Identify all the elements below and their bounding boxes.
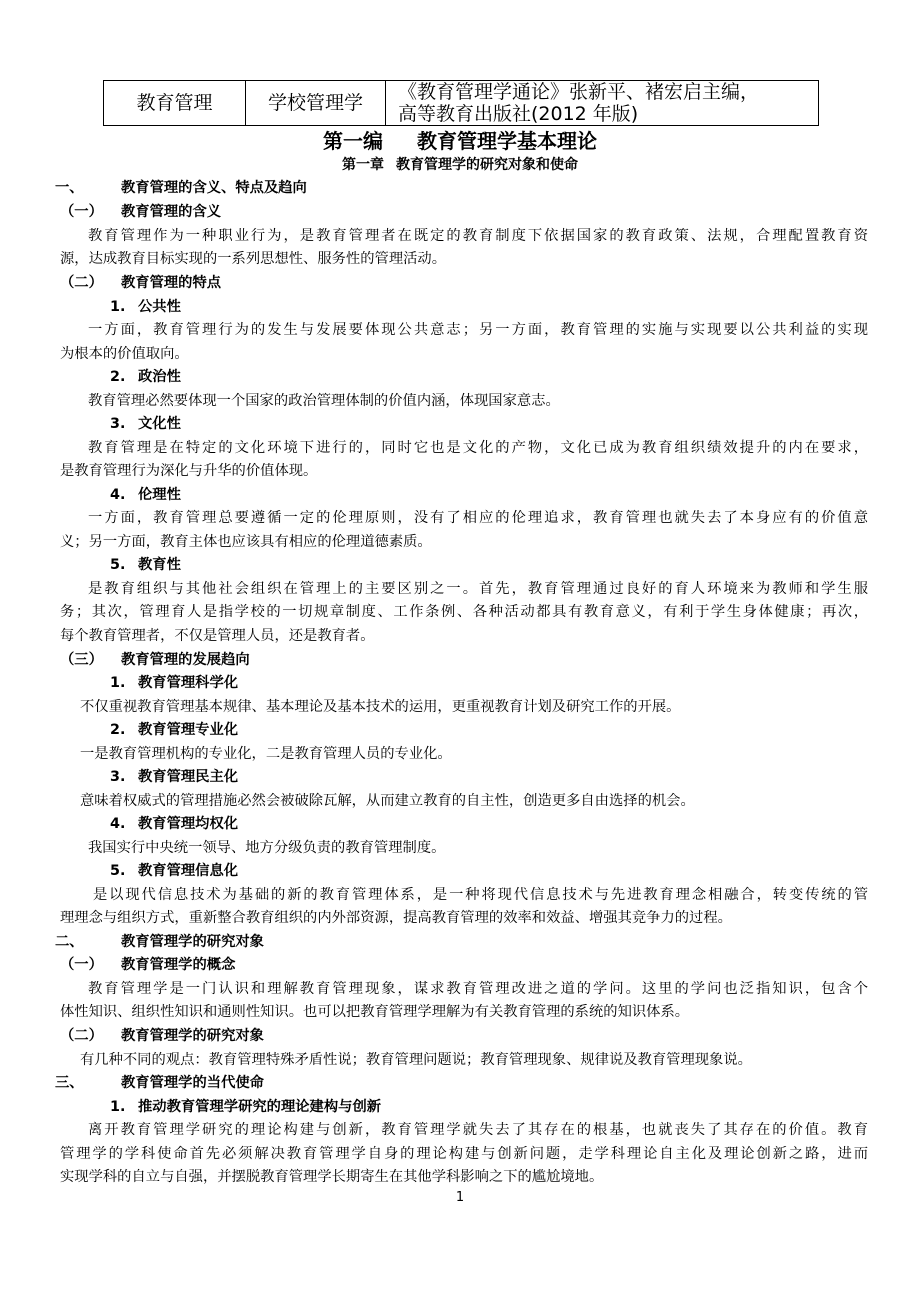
paragraph-line: 我国实行中央统一领导、地方分级负责的教育管理制度。 [88,840,446,856]
item-heading: 3. 教育管理民主化 [110,769,239,785]
paragraph-line: 一方面，教育管理总要遵循一定的伦理原则，没有了相应的伦理追求，教育管理也就失去了本身应有的价值意 [88,510,868,526]
item-heading: 2. 政治性 [110,369,181,385]
item-heading: 1. 推动教育管理学研究的理论建构与创新 [110,1099,382,1115]
part-title [0,127,920,155]
header-table [103,80,819,126]
textbook-line-2: 高等教育出版社(2012 年版) [398,103,639,125]
item-heading: 1. 教育管理科学化 [110,675,239,691]
header-cell-course: 学校管理学 [246,81,386,126]
paragraph-line: 离开教育管理学研究的理论构建与创新，教育管理学就失去了其存在的根基，也就丧失了其存在的价值。教育 [88,1122,868,1138]
paragraph-line: 教育管理是在特定的文化环境下进行的，同时它也是文化的产物，文化已成为教育组织绩效提升的内在要求， [88,440,868,456]
section-heading: 二、 教育管理学的研究对象 [55,934,264,950]
item-heading: 2. 教育管理专业化 [110,722,239,738]
header-cell-textbook [386,81,819,126]
item-heading: 4. 教育管理均权化 [110,816,239,832]
paragraph-line: 是以现代信息技术为基础的新的教育管理体系，是一种将现代信息技术与先进教育理念相融合，转变传统的管 [93,887,868,903]
paragraph-line: 是教育组织与其他社会组织在管理上的主要区别之一。首先，教育管理通过良好的育人环境来为教师和学生服 [88,581,868,597]
item-heading: 1. 公共性 [110,299,181,315]
paragraph-line: 理理念与组织方式，重新整合教育组织的内外部资源，提高教育管理的效率和效益、增强其竞争力的过程。 [60,910,732,926]
paragraph-line: 教育管理学是一门认识和理解教育管理现象，谋求教育管理改进之道的学问。这里的学问也泛指知识，包含个 [88,981,868,997]
paragraph-line: 一是教育管理机构的专业化，二是教育管理人员的专业化。 [80,746,452,762]
paragraph-line: 义；另一方面，教育主体也应该具有相应的伦理道德素质。 [60,534,432,550]
paragraph-line: 每个教育管理者，不仅是管理人员，还是教育者。 [60,628,375,644]
paragraph-line: 源，达成教育目标实现的一系列思想性、服务性的管理活动。 [60,251,447,267]
chapter-title [0,155,920,175]
subsection-heading: （二） 教育管理学的研究对象 [60,1028,264,1044]
header-row [104,81,819,126]
section-heading: 一、 教育管理的含义、特点及趋向 [55,180,307,196]
part-title-text: 教育管理学基本理论 [417,129,597,153]
item-heading: 4. 伦理性 [110,487,181,503]
header-cell-subject: 教育管理 [104,81,246,126]
paragraph-line: 为根本的价值取向。 [60,346,189,362]
paragraph-line: 是教育管理行为深化与升华的价值体现。 [60,463,318,479]
subsection-heading: （二） 教育管理的特点 [60,275,222,291]
paragraph-line: 实现学科的自立与自强，并摆脱教育管理学长期寄生在其他学科影响之下的尴尬境地。 [60,1169,604,1185]
item-heading: 5. 教育性 [110,557,181,573]
section-heading: 三、 教育管理学的当代使命 [55,1075,264,1091]
paragraph-line: 务；其次，管理育人是指学校的一切规章制度、工作条例、各种活动都具有教育意义，有利于学生身体健康；再次， [60,604,868,620]
paragraph-line: 管理学的学科使命首先必须解决教育管理学自身的理论构建与创新问题，走学科理论自主化及理论创新之路，进而 [60,1146,868,1162]
paragraph-line: 不仅重视教育管理基本规律、基本理论及基本技术的运用，更重视教育计划及研究工作的开展。 [80,699,681,715]
paragraph-line: 意味着权威式的管理措施必然会被破除瓦解，从而建立教育的自主性，创造更多自由选择的机会。 [80,793,695,809]
subsection-heading: （三） 教育管理的发展趋向 [60,652,250,668]
textbook-line-1: 《教育管理学通论》张新平、褚宏启主编， [398,81,760,103]
paragraph-line: 教育管理必然要体现一个国家的政治管理体制的价值内涵，体现国家意志。 [88,393,560,409]
paragraph-line: 有几种不同的观点：教育管理特殊矛盾性说；教育管理问题说；教育管理现象、规律说及教育管理现象说。 [80,1052,752,1068]
subsection-heading: （一） 教育管理学的概念 [60,957,236,973]
item-heading: 5. 教育管理信息化 [110,863,239,879]
paragraph-line: 体性知识、组织性知识和通则性知识。也可以把教育管理学理解为有关教育管理的系统的知识体系。 [60,1004,690,1020]
subsection-heading: （一） 教育管理的含义 [60,204,222,220]
page-number: 1 [455,1190,465,1205]
part-title-number: 第一编 [323,129,383,153]
chapter-title-text: 教育管理学的研究对象和使命 [396,157,578,173]
chapter-title-number: 第一章 [342,157,384,173]
paragraph-line: 教育管理作为一种职业行为，是教育管理者在既定的教育制度下依据国家的教育政策、法规，合理配置教育资 [88,228,868,244]
paragraph-line: 一方面，教育管理行为的发生与发展要体现公共意志；另一方面，教育管理的实施与实现要以公共利益的实现 [88,322,868,338]
item-heading: 3. 文化性 [110,416,181,432]
